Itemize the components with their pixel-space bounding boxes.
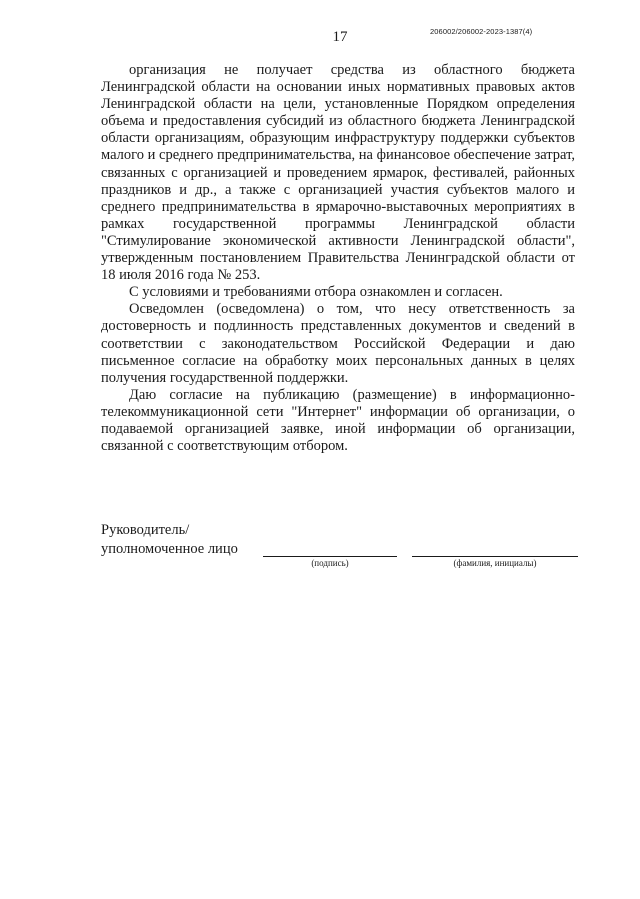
name-caption: (фамилия, инициалы) [453,558,537,568]
signature-line [263,556,397,557]
paragraph-funding-condition: организация не получает средства из областного бюджета Ленинградской области на основании иных нормативных правовых актов Ленинградской области на цели, установленные Порядком определения объема и предоставления субсидий из областного бюджета Ленинградской области организациям, образующим инфраструктуру поддержки субъектов малого и среднего предпринимательства, на финансовое обеспечение затрат, связанных с организацией и проведением ярмарок, фестивалей, районных праздников и др., а также с организацией участия субъектов малого и среднего предпринимательства в ярмарочно-выставочных мероприятиях в рамках государственной программы Ленинградской области "Стимулирование экономической активности Ленинградской области", утвержденным постановлением Правительства Ленинградской области от 18 июля 2016 года № 253. [101,62,575,284]
paragraph-responsibility: Осведомлен (осведомлена) о том, что несу ответственность за достоверность и подлинность представленных документов и сведений в соответствии с законодательством Российской Федерации и даю письменное согласие на обработку моих персональных данных в целях получения государственной поддержки. [101,301,575,386]
document-body [101,62,575,455]
document-registration-code: 206002/206002-2023-1387(4) [430,27,533,36]
page-number: 17 [332,29,348,45]
signature-block [101,521,581,581]
name-line [412,556,578,557]
paragraph-publication-consent: Даю согласие на публикацию (размещение) в информационно-телекоммуникационной сети "Интернет" информации об организации, о подаваемой организацией заявке, иной информации об организации, связанной с соответствующим отбором. [101,386,575,455]
signatory-title-line-2: уполномоченное лицо [101,541,238,557]
paragraph-agreement: С условиями и требованиями отбора ознакомлен и согласен. [129,284,503,301]
signatory-title-line-1: Руководитель/ [101,522,190,538]
signature-caption: (подпись) [311,558,349,568]
